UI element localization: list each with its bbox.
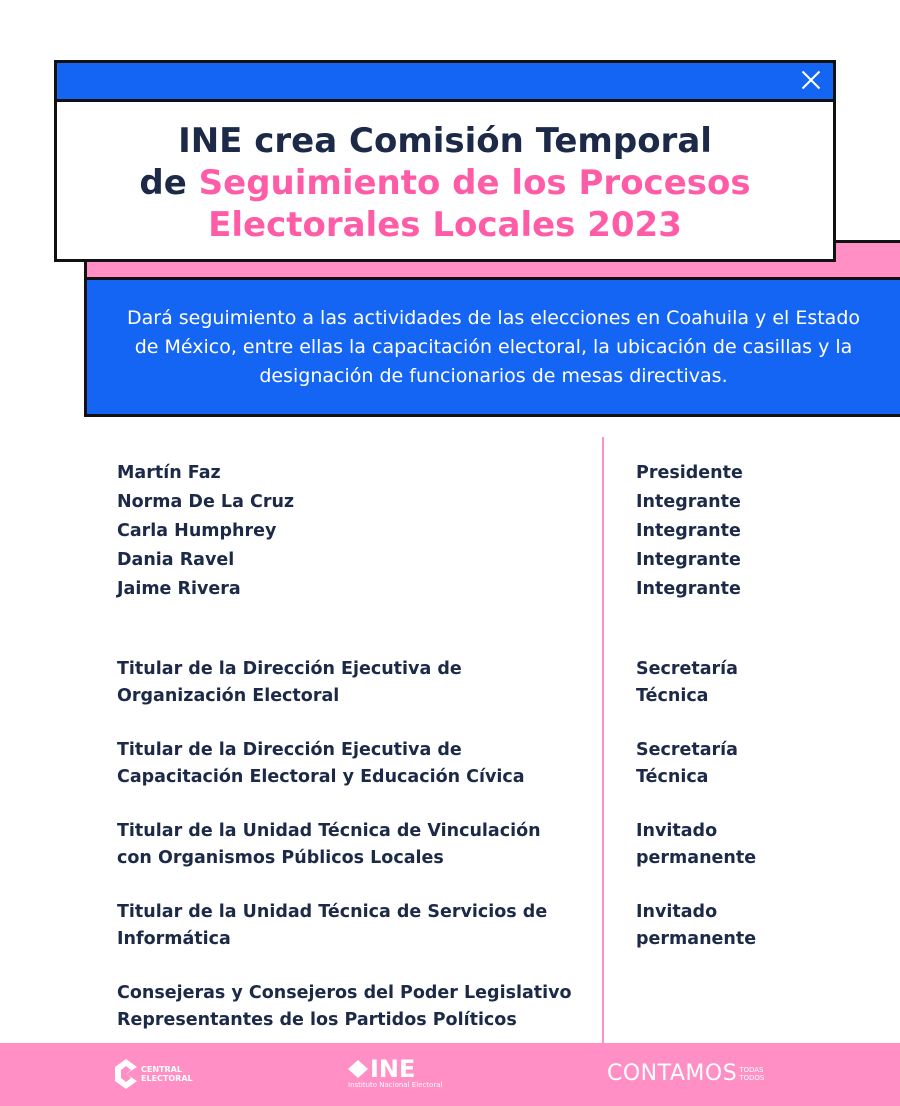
officer-role: Secretaría Técnica: [636, 740, 738, 787]
member-role: Presidente: [636, 463, 743, 483]
title-line-2: de Seguimiento de los Procesos: [139, 163, 751, 203]
column-divider: [602, 437, 604, 1043]
member-role: Integrante: [636, 550, 741, 570]
member-role: Integrante: [636, 579, 741, 599]
roles-column: [636, 459, 876, 980]
title-card: [54, 60, 836, 262]
footer: [0, 1043, 900, 1106]
officer-role: Secretaría Técnica: [636, 659, 738, 706]
officer-name: Titular de la Dirección Ejecutiva de Organización Electoral: [117, 659, 462, 706]
officer-role: Invitado permanente: [636, 902, 757, 949]
officer-name: Titular de la Unidad Técnica de Servicios de Informática: [117, 902, 548, 949]
title-bar: [57, 63, 833, 102]
officer-name: Titular de la Dirección Ejecutiva de Capacitación Electoral y Educación Cívica: [117, 740, 525, 787]
page-title: [57, 120, 833, 246]
central-electoral-icon: [115, 1059, 137, 1089]
title-line-3: Electorales Locales 2023: [208, 205, 682, 245]
names-column: [117, 459, 592, 1034]
title-highlight: Seguimiento de los Procesos: [198, 163, 751, 203]
member-role: Integrante: [636, 521, 741, 541]
member-name: Jaime Rivera: [117, 579, 241, 599]
member-role: Integrante: [636, 492, 741, 512]
officer-name: Titular de la Unidad Técnica de Vinculación con Organismos Públicos Locales: [117, 821, 541, 868]
member-name: Martín Faz: [117, 463, 221, 483]
title-line-1: INE crea Comisión Temporal: [178, 121, 712, 161]
central-electoral-logo: CENTRAL ELECTORAL: [115, 1059, 193, 1089]
member-name: Norma De La Cruz: [117, 492, 295, 512]
member-name: Dania Ravel: [117, 550, 235, 570]
close-icon[interactable]: [799, 68, 823, 92]
description-text: Dará seguimiento a las actividades de las elecciones en Coahuila y el Estado de México, entre ellas la capacitación electoral, la ubicación de casillas y la designación de funcionarios de mesas directivas.: [126, 306, 861, 387]
ine-logo: INE Instituto Nacional Electoral: [348, 1055, 443, 1089]
description-box: [84, 277, 900, 417]
member-name: Carla Humphrey: [117, 521, 277, 541]
contamos-logo: CONTAMOS TODAS TODOS: [607, 1061, 765, 1086]
officer-name: Consejeras y Consejeros del Poder Legislativo Representantes de los Partidos Políticos: [117, 983, 572, 1030]
ine-diamond-icon: [348, 1060, 368, 1078]
officer-role: Invitado permanente: [636, 821, 757, 868]
